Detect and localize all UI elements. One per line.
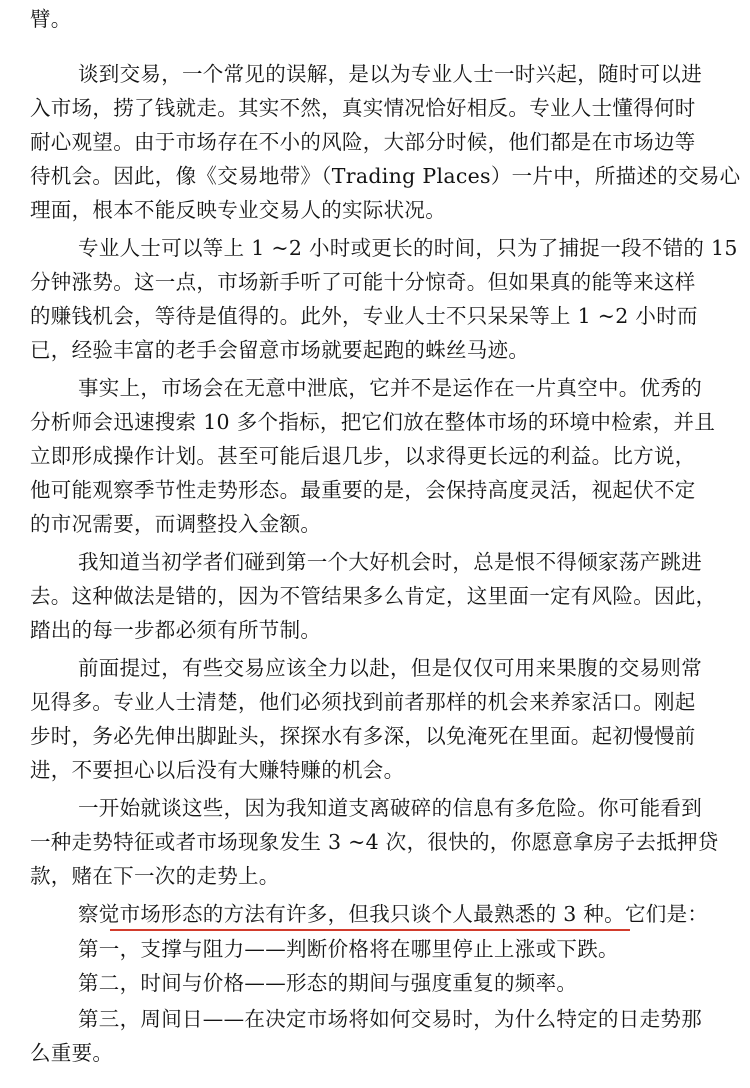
text-line: 分析师会迅速搜索 10 多个指标，把它们放在整体市场的环境中检索，并且	[30, 410, 716, 434]
text-line: 一开始就谈这些，因为我知道支离破碎的信息有多危险。你可能看到	[78, 796, 702, 820]
text-line: 去。这种做法是错的，因为不管结果多么肯定，这里面一定有风险。因此，	[30, 584, 717, 608]
list-item: 第二，时间与价格——形态的期间与强度重复的频率。	[78, 971, 578, 995]
text-line: 谈到交易，一个常见的误解，是以为专业人士一时兴起，随时可以进	[78, 62, 702, 86]
text-line-highlighted: 察觉市场形态的方法有许多，但我只谈个人最熟悉的 3 种。它们是：	[78, 902, 709, 926]
text-line: 的赚钱机会，等待是值得的。此外，专业人士不只呆呆等上 1 ~2 小时而	[30, 304, 698, 328]
text-line: 进，不要担心以后没有大赚特赚的机会。	[30, 758, 405, 782]
text-line: 事实上，市场会在无意中泄底，它并不是运作在一片真空中。优秀的	[78, 376, 702, 400]
text-line: 耐心观望。由于市场存在不小的风险，大部分时候，他们都是在市场边等	[30, 130, 696, 154]
text-line: 一种走势特征或者市场现象发生 3 ~4 次，很快的，你愿意拿房子去抵押贷	[30, 830, 719, 854]
text-line: 臂。	[30, 7, 72, 31]
text-line: 专业人士可以等上 1 ~2 小时或更长的时间，只为了捕捉一段不错的 15	[78, 236, 738, 260]
text-line: 见得多。专业人士清楚，他们必须找到前者那样的机会来养家活口。刚起	[30, 690, 696, 714]
list-item: 第三，周间日——在决定市场将如何交易时，为什么特定的日走势那	[78, 1007, 702, 1031]
text-line: 理面，根本不能反映专业交易人的实际状况。	[30, 198, 446, 222]
text-line: 前面提过，有些交易应该全力以赴，但是仅仅可用来果腹的交易则常	[78, 656, 702, 680]
text-line: 他可能观察季节性走势形态。最重要的是，会保持高度灵活，视起伏不定	[30, 478, 696, 502]
text-line: 已，经验丰富的老手会留意市场就要起跑的蛛丝马迹。	[30, 338, 530, 362]
text-line: 的市况需要，而调整投入金额。	[30, 512, 322, 536]
text-line: 款，赌在下一次的走势上。	[30, 864, 280, 888]
text-line: 我知道当初学者们碰到第一个大好机会时，总是恨不得倾家荡产跳进	[78, 550, 702, 574]
text-line: 步时，务必先伸出脚趾头，探探水有多深，以免淹死在里面。起初慢慢前	[30, 724, 696, 748]
text-line: 踏出的每一步都必须有所节制。	[30, 618, 322, 642]
text-line: 入市场，捞了钱就走。其实不然，真实情况恰好相反。专业人士懂得何时	[30, 96, 696, 120]
text-line: 立即形成操作计划。甚至可能后退几步，以求得更长远的利益。比方说，	[30, 444, 696, 468]
text-line: 分钟涨势。这一点，市场新手听了可能十分惊奇。但如果真的能等来这样	[30, 270, 696, 294]
red-underline-mark	[110, 929, 630, 931]
text-line: 待机会。因此，像《交易地带》（Trading Places）一片中，所描述的交易心	[30, 164, 741, 188]
list-item: 第一，支撑与阻力——判断价格将在哪里停止上涨或下跌。	[78, 937, 619, 961]
text-line: 么重要。	[30, 1041, 114, 1065]
